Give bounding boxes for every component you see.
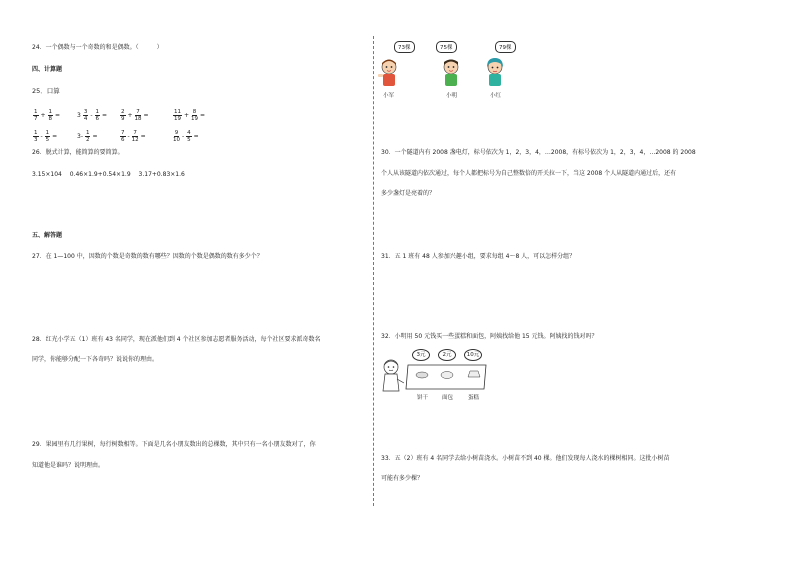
fraction-denominator: 3 <box>34 137 38 143</box>
calc-expression <box>172 109 205 122</box>
fraction <box>48 109 54 122</box>
fraction-numerator: 7 <box>133 130 137 136</box>
operator: = <box>200 112 206 119</box>
question-26-items: 3.15×104 0.46×1.9+0.54×1.9 3.17+0.83×1.6 <box>32 171 185 178</box>
item-label-biscuit: 饼干 <box>417 395 429 401</box>
biscuit-icon <box>416 372 428 378</box>
fraction <box>45 130 51 143</box>
fraction-numerator: 1 <box>48 109 53 115</box>
fraction-numerator: 2 <box>121 109 125 115</box>
kid-2-count-bubble: 75棵 <box>436 41 457 53</box>
fraction-numerator: 1 <box>95 109 99 115</box>
operator: = <box>140 133 146 140</box>
fraction-numerator: 7 <box>136 109 140 115</box>
question-27: 27．在 1—100 中，因数的个数是奇数的数有哪些？因数的个数是偶数的数有多少个？ <box>32 253 263 260</box>
calc-expression <box>32 109 60 122</box>
operator: - <box>182 133 185 140</box>
fraction-numerator: 1 <box>45 130 50 136</box>
kid-1-count-bubble: 73棵 <box>394 41 415 53</box>
fraction-denominator: 6 <box>95 116 99 122</box>
operator: + <box>184 112 190 119</box>
operator: 3- <box>77 133 83 140</box>
question-25: 25．口算 <box>32 87 60 95</box>
fraction <box>33 130 39 143</box>
section-5-heading: 五、解答题 <box>32 232 63 239</box>
fraction <box>33 109 39 122</box>
kid-3-name: 小红 <box>490 93 502 99</box>
item-label-bread: 面包 <box>442 395 454 401</box>
question-30-line-3: 多少盏灯是亮着的？ <box>381 190 436 197</box>
question-33-line-2: 可能有多少棵？ <box>381 475 424 482</box>
fraction-numerator: 11 <box>174 109 181 115</box>
fraction-numerator: 3 <box>83 109 88 115</box>
question-30-line-2: 个人从该隧道内依次通过，每个人都把标号为自己整数倍的开关拉一下，当这 2008 个人从隧道内通过后，还有 <box>381 170 677 177</box>
operator: - <box>90 112 93 119</box>
fraction <box>120 109 126 122</box>
question-26: 26．脱式计算，能简算的要简算。 <box>32 149 124 156</box>
fraction <box>173 130 180 143</box>
fraction-denominator: 5 <box>187 137 191 143</box>
fraction-denominator: 8 <box>48 116 53 122</box>
section-4-heading: 四、计算题 <box>32 66 63 73</box>
fraction-denominator: 9 <box>121 116 125 122</box>
price-tag-cake: 10元 <box>464 349 482 361</box>
calc-expression <box>77 130 98 143</box>
operator: = <box>143 112 149 119</box>
question-31: 31．五 1 班有 48 人参加兴趣小组，要求每组 4～8 人，可以怎样分组？ <box>381 253 576 260</box>
question-30-line-1: 30．一个隧道内有 2008 盏电灯，标号依次为 1，2，3，4，…2008，有标号依次为 1，2，3，4，…2008 的 2008 <box>381 149 696 156</box>
column-divider <box>373 36 374 506</box>
kid-3-count-bubble: 79棵 <box>495 41 516 53</box>
fraction-denominator: 2 <box>85 137 90 143</box>
calc-expression <box>119 109 149 122</box>
fraction <box>132 130 139 143</box>
shop-counter <box>404 361 488 391</box>
item-label-cake: 蛋糕 <box>468 395 480 401</box>
calc-expression <box>119 130 146 143</box>
kid-1-figure <box>377 56 401 88</box>
fraction-denominator: 5 <box>45 137 50 143</box>
operator: = <box>55 112 61 119</box>
fraction <box>173 109 182 122</box>
operator: = <box>102 112 108 119</box>
fraction <box>191 109 198 122</box>
kid-2-figure <box>439 56 463 88</box>
price-tag-bread: 2元 <box>438 349 456 361</box>
calc-expression <box>32 130 57 143</box>
shop-illustration <box>380 347 488 405</box>
bread-icon <box>441 372 453 379</box>
fraction <box>186 130 192 143</box>
calc-expression <box>77 109 107 122</box>
cake-icon <box>468 371 480 377</box>
question-24: 24．一个偶数与一个奇数的和是偶数。（ ） <box>32 44 163 51</box>
fraction <box>135 109 142 122</box>
fraction <box>83 109 89 122</box>
question-29-line-1: 29．果园里有几行果树，每行树数相等。下面是几名小朋友数出的总棵数，其中只有一名小朋友数对了，你 <box>32 441 316 448</box>
operator: - <box>127 133 130 140</box>
operator: = <box>52 133 58 140</box>
fraction-denominator: 10 <box>173 137 180 143</box>
kid-1-name: 小军 <box>383 93 395 99</box>
operator: - <box>40 133 43 140</box>
kid-3-figure <box>483 56 507 88</box>
calc-expression <box>172 130 199 143</box>
question-29-line-2: 知道他是谁吗？说明理由。 <box>32 462 105 469</box>
fraction-numerator: 4 <box>187 130 191 136</box>
fraction-numerator: 1 <box>85 130 90 136</box>
kid-2-name: 小明 <box>446 93 458 99</box>
fraction <box>85 130 91 143</box>
fraction-denominator: 19 <box>191 116 199 122</box>
fraction-denominator: 7 <box>34 116 38 122</box>
fraction-numerator: 9 <box>174 130 179 136</box>
fraction-numerator: 8 <box>192 109 197 115</box>
operator: = <box>92 133 98 140</box>
fraction-denominator: 12 <box>131 137 139 143</box>
operator: + <box>40 112 46 119</box>
price-tag-biscuit: 3元 <box>412 349 430 361</box>
question-33-line-1: 33．五（2）班有 4 名同学去给小树苗浇水。小树苗不到 40 棵。他们发现每人浇水的棵树相同。这批小树苗 <box>381 455 670 462</box>
fraction-denominator: 4 <box>83 116 88 122</box>
fraction-numerator: 7 <box>121 130 125 136</box>
fraction <box>95 109 101 122</box>
fraction-denominator: 18 <box>134 116 142 122</box>
operator: 3 <box>77 112 81 119</box>
fraction-numerator: 1 <box>34 109 38 115</box>
question-28-line-1: 28．红光小学五（1）班有 43 名同学，现在派他们到 4 个社区参加志愿者服务活动，每个社区要求派奇数名 <box>32 336 321 343</box>
fraction <box>120 130 126 143</box>
question-32: 32．小明用 50 元钱买一些蛋糕和面包，阿姨找给他 15 元钱。阿姨找的钱对吗？ <box>381 333 598 340</box>
fraction-numerator: 1 <box>34 130 38 136</box>
question-28-line-2: 同学，你能够分配一下各奇吗？说说你的理由。 <box>32 356 159 363</box>
operator: + <box>127 112 133 119</box>
fraction-denominator: 6 <box>121 137 125 143</box>
operator: = <box>193 133 199 140</box>
fraction-denominator: 19 <box>174 116 181 122</box>
shopkeeper-figure <box>380 357 404 405</box>
